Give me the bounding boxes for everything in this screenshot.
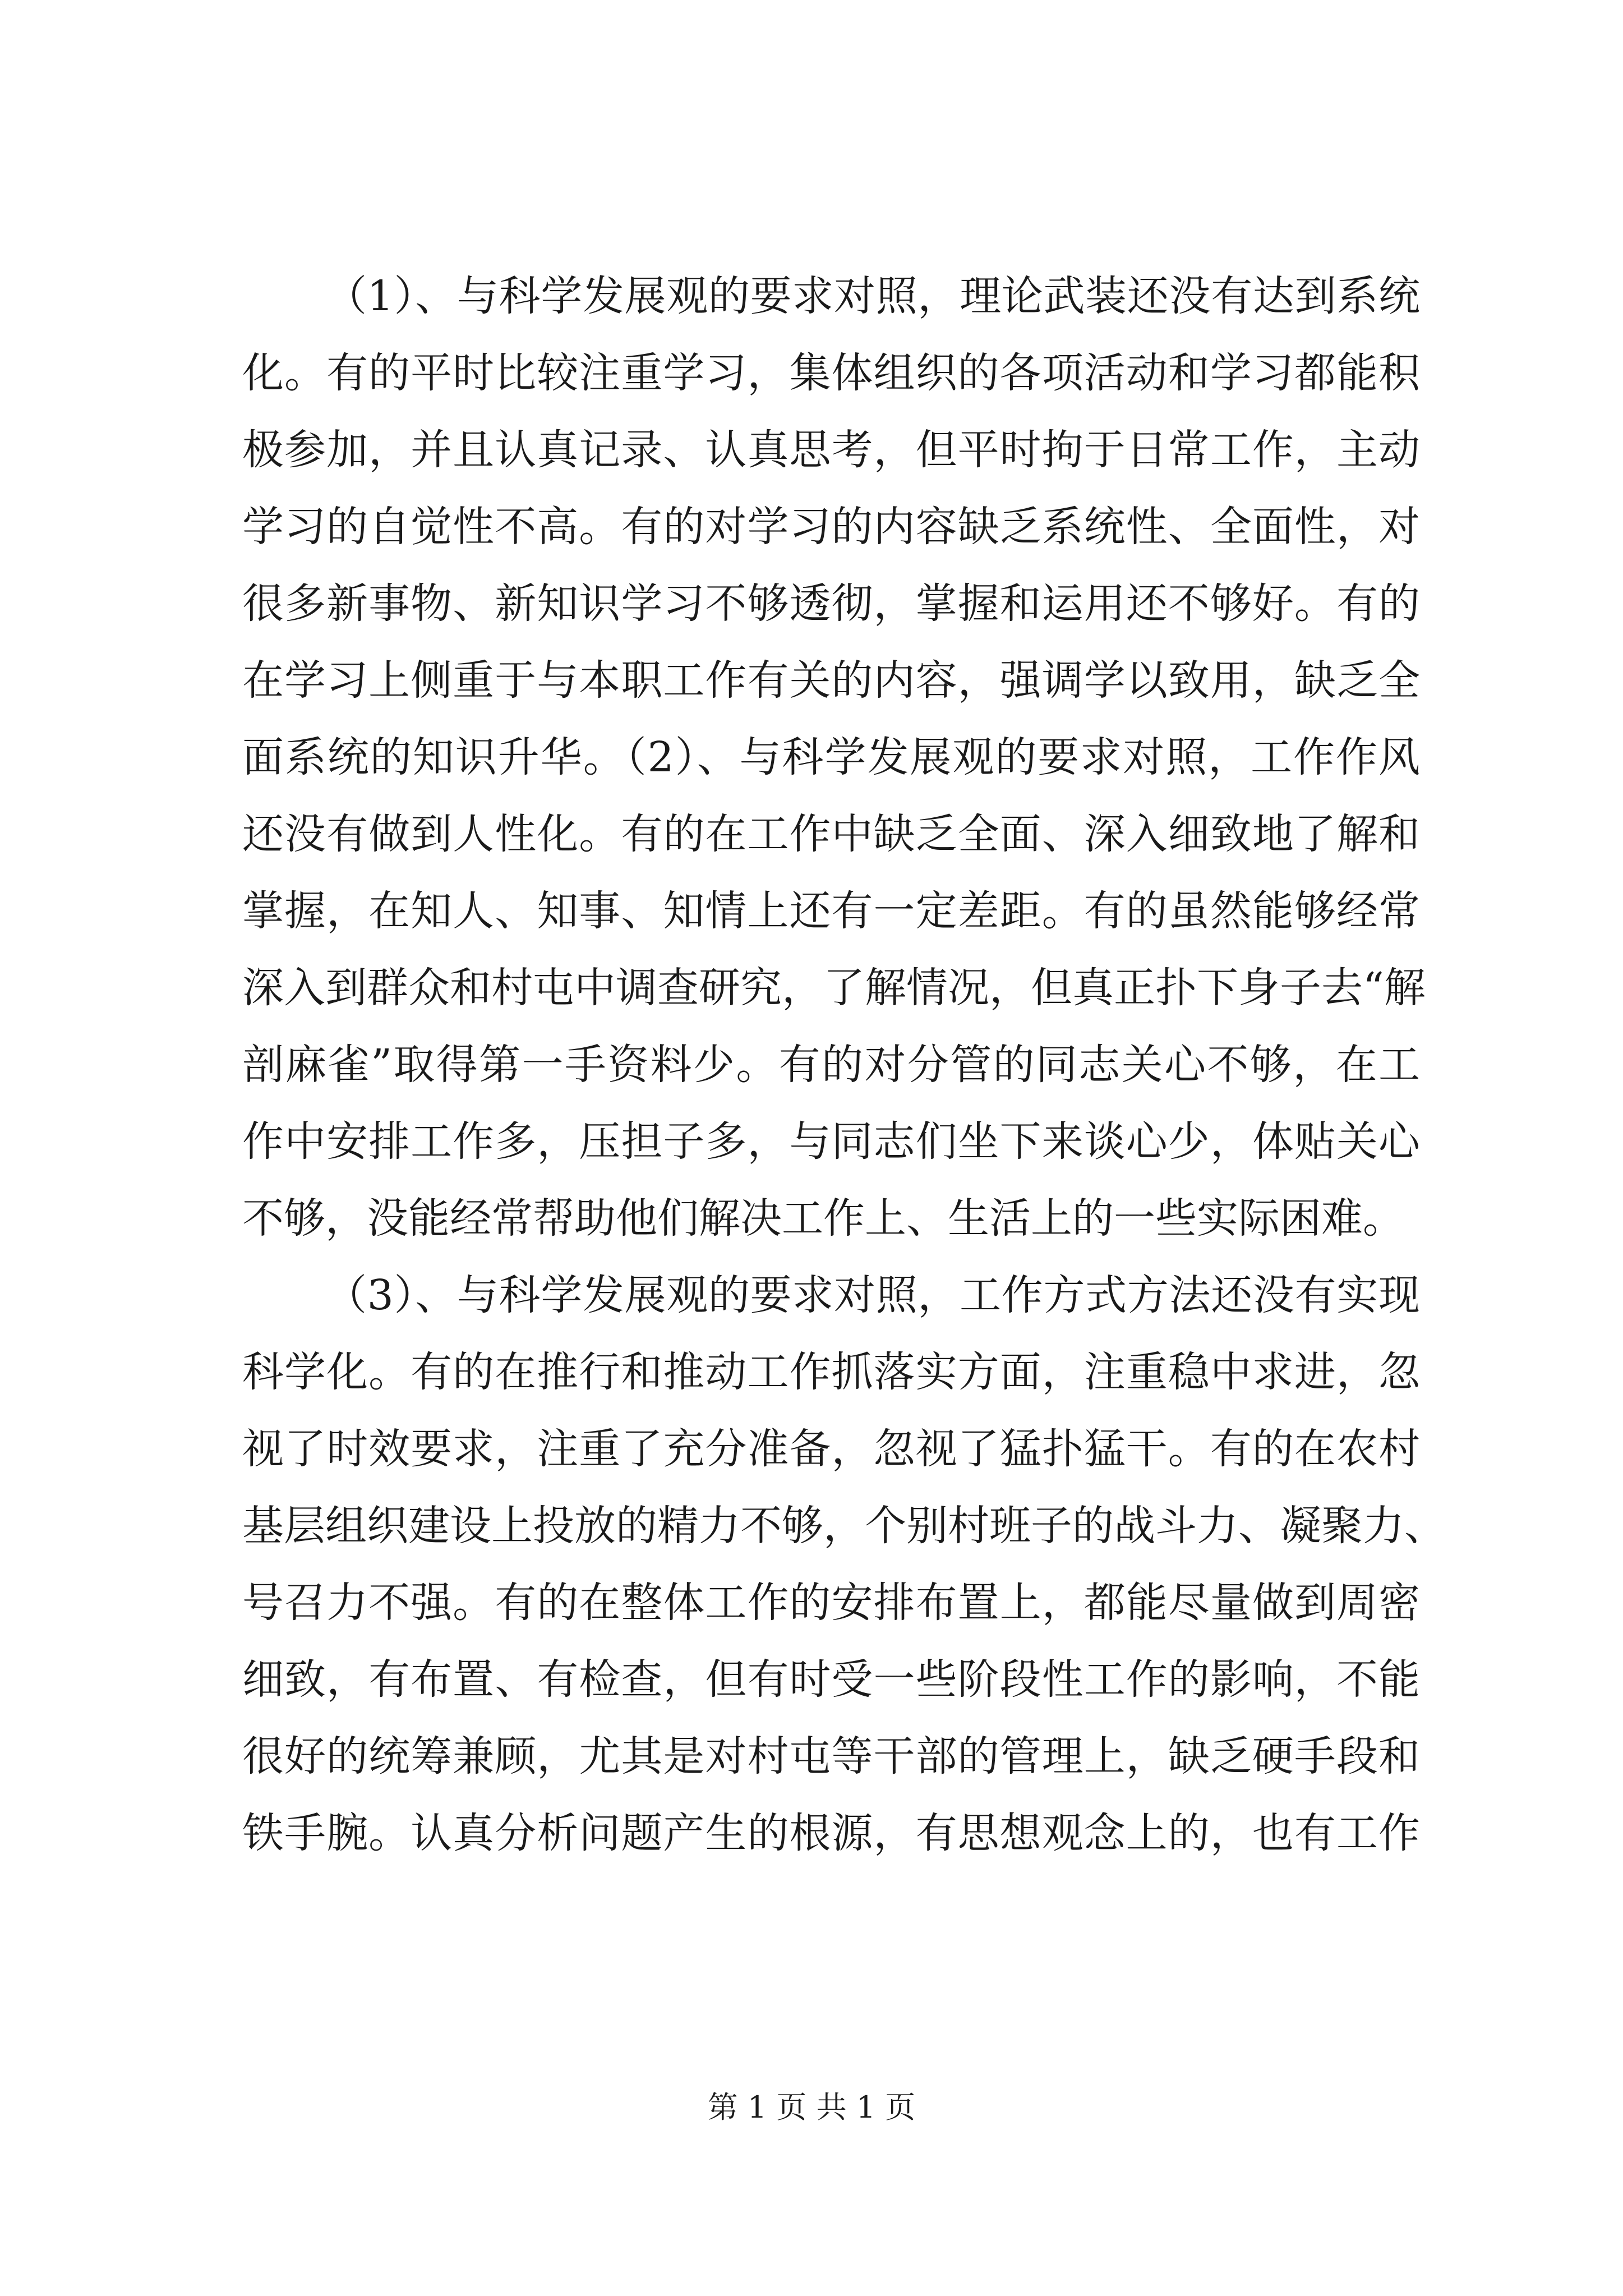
paragraph-line: 视了时效要求，注重了充分准备，忽视了猛扑猛干。有的在农村 — [242, 1425, 1420, 1473]
paragraph-line: 学习的自觉性不高。有的对学习的内容缺乏系统性、全面性，对 — [242, 503, 1420, 551]
paragraph-line: 铁手腕。认真分析问题产生的根源，有思想观念上的，也有工作 — [242, 1809, 1420, 1857]
paragraph-line: 极参加，并且认真记录、认真思考，但平时拘于日常工作，主动 — [242, 426, 1420, 474]
paragraph-line: 基层组织建设上投放的精力不够，个别村班子的战斗力、凝聚力、 — [242, 1502, 1446, 1550]
paragraph-line: 剖麻雀”取得第一手资料少。有的对分管的同志关心不够，在工 — [242, 1041, 1420, 1089]
paragraph-line: 很多新事物、新知识学习不够透彻，掌握和运用还不够好。有的 — [242, 579, 1420, 628]
paragraph-line: 在学习上侧重于与本职工作有关的内容，强调学以致用，缺乏全 — [242, 656, 1420, 705]
paragraph-line: 很好的统筹兼顾，尤其是对村屯等干部的管理上，缺乏硬手段和 — [242, 1732, 1420, 1780]
paragraph-line: 细致，有布置、有检查，但有时受一些阶段性工作的影响，不能 — [242, 1655, 1420, 1704]
paragraph-line: 化。有的平时比较注重学习，集体组织的各项活动和学习都能积 — [242, 349, 1420, 397]
paragraph-line: 不够，没能经常帮助他们解决工作上、生活上的一些实际困难。 — [242, 1194, 1404, 1243]
paragraph-line: （3）、与科学发展观的要求对照，工作方式方法还没有实现 — [325, 1271, 1420, 1319]
page-footer: 第 1 页 共 1 页 — [707, 2090, 916, 2125]
paragraph-line: 还没有做到人性化。有的在工作中缺乏全面、深入细致地了解和 — [242, 810, 1420, 858]
paragraph-line: （1）、与科学发展观的要求对照，理论武装还没有达到系统 — [325, 272, 1420, 320]
paragraph-line: 掌握，在知人、知事、知情上还有一定差距。有的虽然能够经常 — [242, 887, 1420, 935]
paragraph-line: 科学化。有的在推行和推动工作抓落实方面，注重稳中求进，忽 — [242, 1348, 1420, 1396]
paragraph-line: 号召力不强。有的在整体工作的安排布置上，都能尽量做到周密 — [242, 1579, 1420, 1627]
paragraph-line: 面系统的知识升华。（2）、与科学发展观的要求对照，工作作风 — [242, 733, 1420, 781]
paragraph-line: 深入到群众和村屯中调查研究，了解情况，但真正扑下身子去“解 — [242, 964, 1426, 1012]
paragraph-line: 作中安排工作多，压担子多，与同志们坐下来谈心少，体贴关心 — [242, 1117, 1420, 1166]
